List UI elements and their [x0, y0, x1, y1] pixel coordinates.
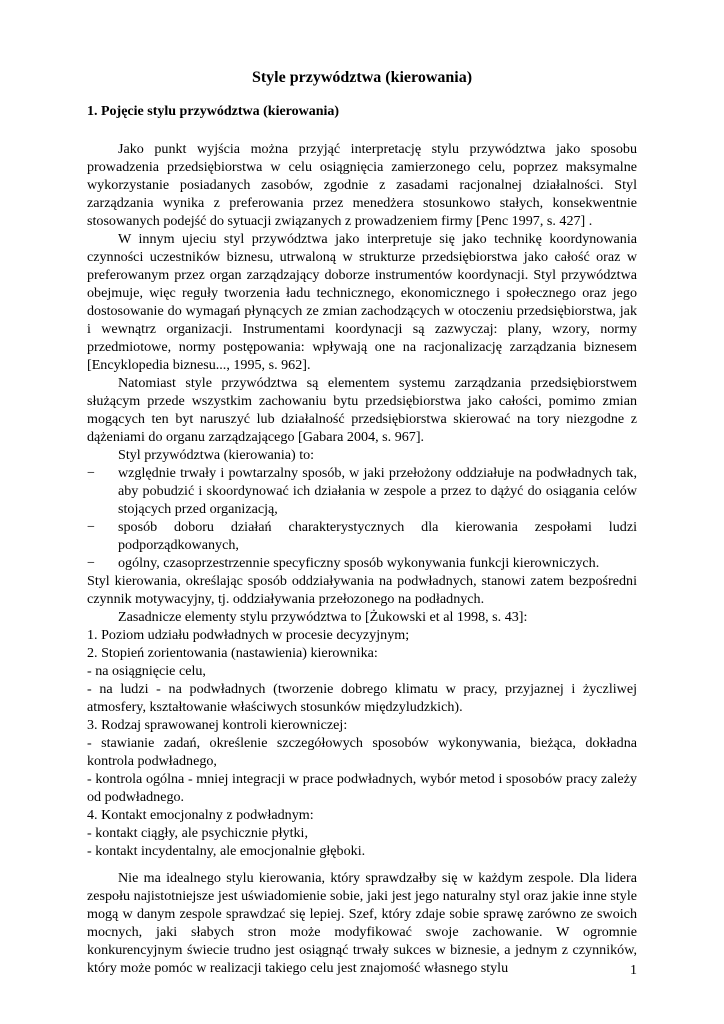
paragraph-definition-lead: Styl przywództwa (kierowania) to:	[118, 447, 315, 463]
element-line: 1. Poziom udziału podwładnych w procesie decyzyjnym;	[87, 627, 410, 643]
paragraph-coordination: W innym ujeciu styl przywództwa jako interpretuje się jako technikę koordynowania czynności uczestników biznesu, utrwaloną w strukturze przedsiębiorstwa jako całość oraz w preferowanym przez organ zarządzający doborze instrumentów koordynacji. Styl przywództwa obejmuje, więc reguły tworzenia ładu technicznego, ekonomicznego i społecznego oraz jego dostosowanie do wymagań płynących ze zmian zachodzących w otoczeniu przedsiębiorstwa, jak i wewnątrz organizacji. Instrumentami koordynacji są zazwyczaj: plany, wzory, normy przedmiotowe, normy postępowania: wpływają one na racjonalizację zarządzania biznesem [Encyklopedia biznesu..., 1995, s. 962].	[87, 231, 637, 373]
bullet-text: ogólny, czasoprzestrzennie specyficzny sposób wykonywania funkcji kierowniczych.	[118, 555, 600, 571]
bullet-item	[87, 518, 637, 554]
paragraph-conclusion: Nie ma idealnego stylu kierowania, który sprawdzałby się w każdym zespole. Dla lidera zespołu najistotniejsze jest uświadomienie sobie, jaki jest jego naturalny styl oraz jakie inne style mogą w danym zespole sprawdzać się lepiej. Szef, który zdaje sobie sprawę zarówno ze swoich mocnych, jaki słabych stron może modyfikować swoje zachowanie. W ogromnie konkurencyjnym świecie trudno jest osiągnąć trwały sukces w biznesie, a jednym z czynników, który może pomóc w realizacji takiego celu jest znajomość własnego stylu	[87, 870, 637, 976]
dash-bullet: −	[87, 555, 95, 571]
page-number: 1	[630, 963, 637, 978]
section-heading: 1. Pojęcie stylu przywództwa (kierowania)	[87, 104, 340, 119]
element-line: - kontakt ciągły, ale psychicznie płytki,	[87, 825, 308, 841]
element-line: - kontrola ogólna - mniej integracji w prace podwładnych, wybór metod i sposobów pracy zależy od podwładnego.	[87, 771, 637, 805]
element-line: 3. Rodzaj sprawowanej kontroli kierowniczej:	[87, 717, 348, 733]
element-line: - na ludzi - na podwładnych (tworzenie dobrego klimatu w pracy, przyjaznej i życzliwej atmosfery, kształtowanie właściwych stosunków międzyludzkich).	[87, 681, 637, 715]
dash-bullet: −	[87, 519, 95, 535]
document-title: Style przywództwa (kierowania)	[251, 69, 473, 86]
bullet-item	[87, 464, 637, 518]
paragraph-intro: Jako punkt wyjścia można przyjąć interpretację stylu przywództwa jako sposobu prowadzenia przedsiębiorstwa w celu osiągnięcia zamierzonego celu, poprzez maksymalne wykorzystanie posiadanych zasobów, zgodnie z zasadami racjonalnej działalności. Styl zarządzania wynika z preferowania przez menedżera stosunkowo stałych, konsekwentnie stosowanych podejść do sytuacji związanych z prowadzeniem firmy [Penc 1997, s. 427] .	[87, 141, 637, 229]
element-line: - stawianie zadań, określenie szczegółowych sposobów wykonywania, bieżąca, dokładna kontrola podwładnego,	[87, 735, 637, 769]
paragraph-elements-lead: Zasadnicze elementy stylu przywództwa to [Żukowski et al 1998, s. 43]:	[118, 609, 528, 625]
bullet-item	[87, 554, 637, 572]
element-line: 4. Kontakt emocjonalny z podwładnym:	[87, 807, 314, 823]
element-line: - kontakt incydentalny, ale emocjonalnie głęboki.	[87, 843, 366, 859]
document-body	[87, 140, 637, 977]
element-line: 2. Stopień zorientowania (nastawienia) kierownika:	[87, 645, 378, 661]
paragraph-style-effect: Styl kierowania, określając sposób oddziaływania na podwładnych, stanowi zatem bezpośredni czynnik motywacyjny, tj. oddziaływania przełozonego na podładnych.	[87, 573, 637, 607]
bullet-text: względnie trwały i powtarzalny sposób, w jaki przełożony oddziałuje na podwładnych tak, aby pobudzić i skoordynować ich działania w zespole a przez to dążyć do osiągania celów stojących przed organizacją,	[118, 465, 637, 517]
bullet-text: sposób doboru działań charakterystycznych dla kierowania zespołami ludzi podporządkowanych,	[118, 519, 637, 553]
paragraph-system: Natomiast style przywództwa są elementem systemu zarządzania przedsiębiorstwem służącym przede wszystkim zachowaniu bytu przedsiębiorstwa jako całości, pomimo zmian mogących ten byt naruszyć lub działalność przedsiębiorstwa skierować na tory niezgodne z dążeniami do organu zarządzającego [Gabara 2004, s. 967].	[87, 375, 637, 445]
element-line: - na osiągnięcie celu,	[87, 663, 206, 679]
dash-bullet: −	[87, 465, 95, 481]
